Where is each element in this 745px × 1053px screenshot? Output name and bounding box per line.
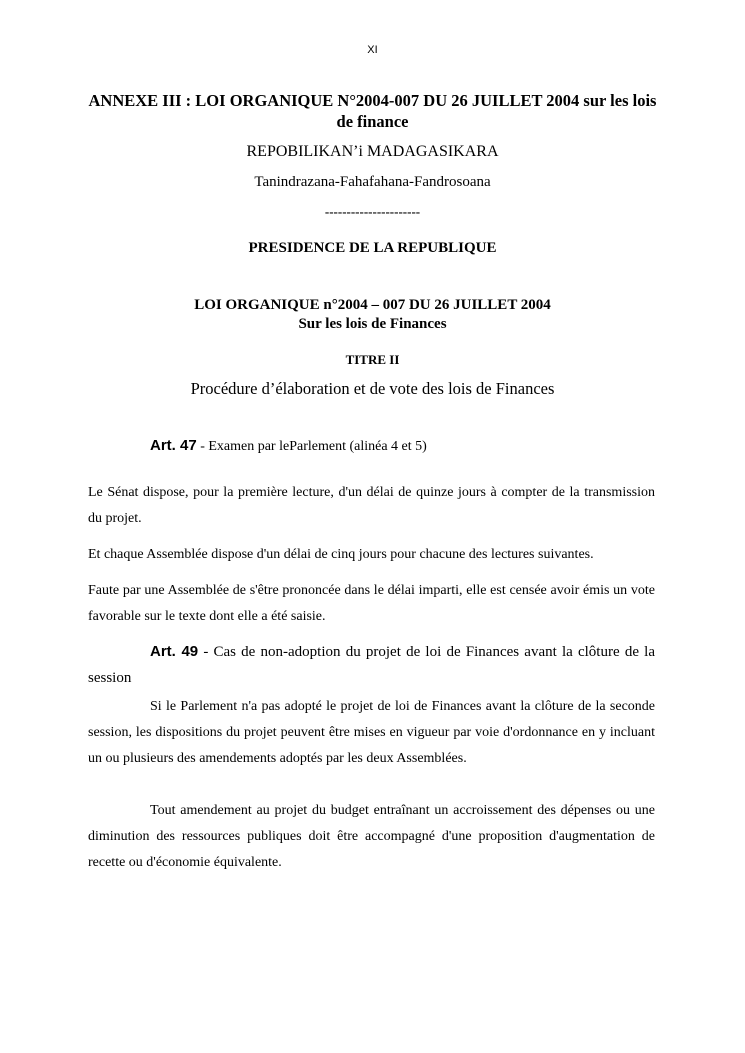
article-47-title: - Examen par leParlement (alinéa 4 et 5): [196, 439, 427, 454]
article-49-paragraph-1: Si le Parlement n'a pas adopté le projet de loi de Finances avant la clôture de la seconde session, les dispositions du projet peuvent être mises en vigueur par voie d'ordonnance en y incluant un ou plusieurs des amendements adoptés par les deux Assemblées.: [88, 699, 655, 766]
national-motto: Tanindrazana-Fahafahana-Fandrosoana: [254, 174, 491, 190]
article-47-heading: [88, 433, 655, 460]
law-title-line2: Sur les lois de Finances: [298, 316, 447, 332]
article-49-heading: [88, 639, 655, 691]
separator-line: ----------------------: [324, 204, 421, 219]
article-47-paragraph-3: Faute par une Assemblée de s'être prononcée dans le délai imparti, elle est censée avoir émis un vote favorable sur le texte dont elle a été saisie.: [88, 583, 655, 624]
law-title: [0, 296, 745, 334]
article-49-number: Art. 49: [150, 643, 199, 660]
procedure-heading: Procédure d’élaboration et de vote des lois de Finances: [190, 379, 555, 398]
law-title-line1: LOI ORGANIQUE n°2004 – 007 DU 26 JUILLET 2004: [194, 297, 551, 313]
article-47-number: Art. 47: [150, 437, 197, 454]
article-49-paragraph-2: Tout amendement au projet du budget entraînant un accroissement des dépenses ou une diminution des ressources publiques doit être accompagné d'une proposition d'augmentation de recette ou d'économie équivalente.: [88, 803, 655, 870]
article-47-paragraph-2: Et chaque Assemblée dispose d'un délai de cinq jours pour chacune des lectures suivantes.: [88, 547, 594, 562]
annex-title: ANNEXE III : LOI ORGANIQUE N°2004-007 DU 26 JUILLET 2004 sur les lois de finance: [88, 91, 657, 131]
page-number: XI: [367, 44, 378, 56]
republic-name: REPOBILIKAN’i MADAGASIKARA: [246, 143, 499, 160]
article-49-title: - Cas de non-adoption du projet de loi de Finances avant la clôture de la session: [88, 644, 655, 686]
article-47-paragraph-1: Le Sénat dispose, pour la première lecture, d'un délai de quinze jours à compter de la transmission du projet.: [88, 485, 655, 526]
presidency-heading: PRESIDENCE DE LA REPUBLIQUE: [248, 240, 497, 256]
titre-heading: TITRE II: [345, 352, 400, 367]
